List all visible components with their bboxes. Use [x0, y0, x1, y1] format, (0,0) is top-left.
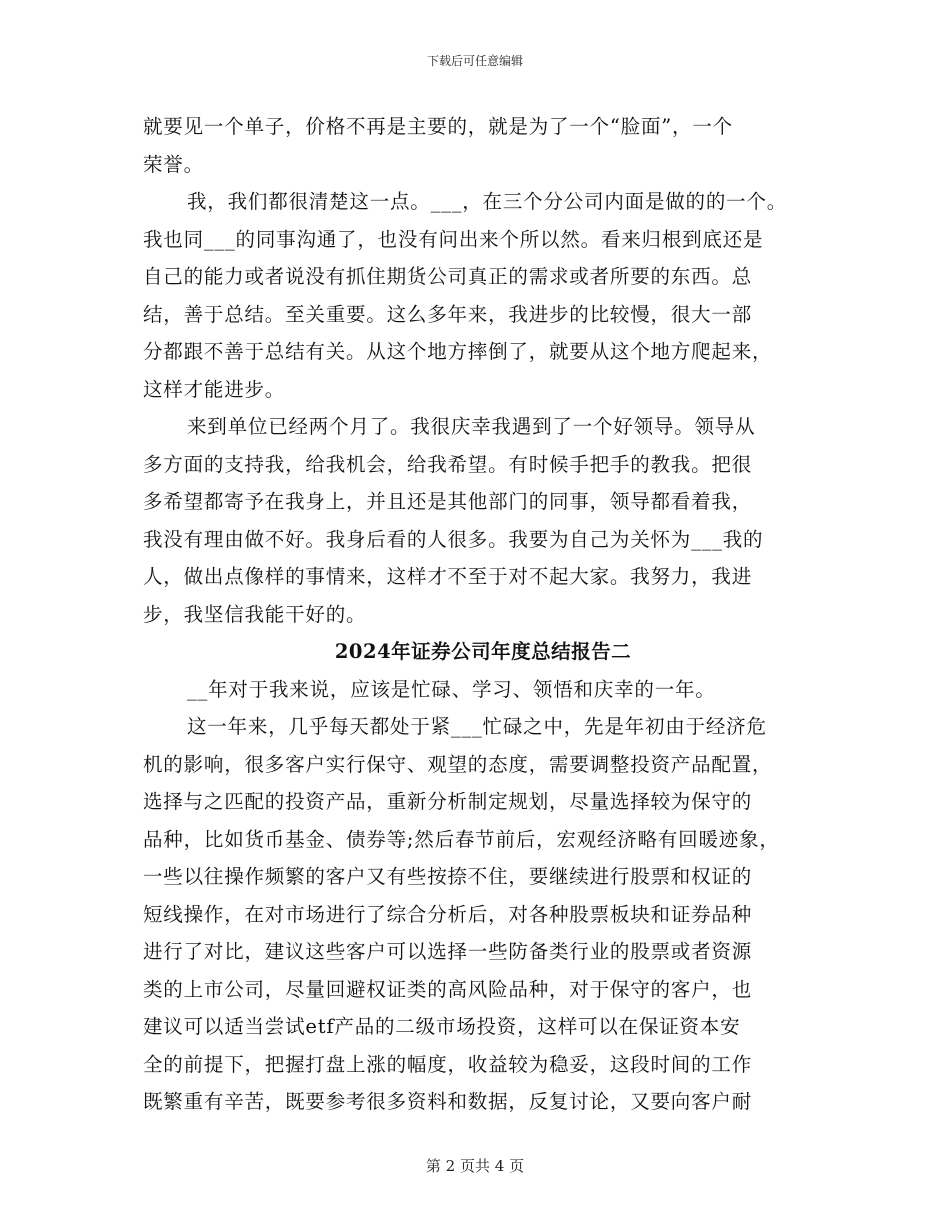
paragraph-start: __年对于我来说，应该是忙碌、学习、领悟和庆幸的一年。: [187, 677, 716, 701]
text-line: 品种，比如货币基金、债券等;然后春节前后，宏观经济略有回暖迹象，: [143, 827, 780, 851]
text-line: 既繁重有辛苦，既要参考很多资料和数据，反复讨论，又要向客户耐: [143, 1090, 753, 1113]
text-line: 分都跟不善于总结有关。从这个地方摔倒了，就要从这个地方爬起来，: [143, 340, 773, 363]
text-line: 机的影响，很多客户实行保守、观望的态度，需要调整投资产品配置，: [143, 752, 773, 776]
text-line: 建议可以适当尝试etf产品的二级市场投资，这样可以在保证资本安: [143, 1015, 741, 1038]
text-line: 一些以往操作频繁的客户又有些按捺不住，要继续进行股票和权证的: [143, 865, 753, 888]
text-line: 结，善于总结。至关重要。这么多年来，我进步的比较慢，很大一部: [143, 302, 753, 326]
text-line: 自己的能力或者说没有抓住期货公司真正的需求或者所要的东西。总: [143, 265, 753, 288]
text-line: 步，我坚信我能干好的。: [143, 602, 367, 626]
text-line: 这样才能进步。: [143, 377, 286, 401]
text-line: 人，做出点像样的事情来，这样才不至于对不起大家。我努力，我进: [143, 565, 753, 588]
page-header: 下载后可任意编辑: [426, 54, 523, 68]
page-footer: 第 2 页共 4 页: [425, 1157, 525, 1175]
document-body: [143, 108, 823, 1121]
text-line: 进行了对比，建议这些客户可以选择一些防备类行业的股票或者资源: [143, 940, 753, 963]
text-line: 我也同___的同事沟通了，也没有问出来个所以然。看来归根到底还是: [143, 227, 764, 251]
text-line: 选择与之匹配的投资产品，重新分析制定规划，尽量选择较为保守的: [143, 790, 753, 813]
text-line: 短线操作，在对市场进行了综合分析后，对各种股票板块和证券品种: [143, 902, 753, 926]
text-line: 多希望都寄予在我身上，并且还是其他部门的同事，领导都看着我，: [143, 490, 753, 513]
text-line: 全的前提下，把握打盘上涨的幅度，收益较为稳妥，这段时间的工作: [143, 1052, 753, 1076]
text-line: 荣誉。: [143, 152, 204, 176]
paragraph-start: 这一年来，几乎每天都处于紧___忙碌之中，先是年初由于经济危: [187, 715, 767, 738]
paragraph-start: 我，我们都很清楚这一点。___，在三个分公司内面是做的的一个。: [187, 190, 788, 213]
text-line: 类的上市公司，尽量回避权证类的高风险品种，对于保守的客户，也: [143, 977, 753, 1001]
paragraph-start: 来到单位已经两个月了。我很庆幸我遇到了一个好领导。领导从: [187, 415, 756, 438]
section-title: 2024年证券公司年度总结报告二: [334, 640, 632, 663]
text-line: 就要见一个单子，价格不再是主要的，就是为了一个“脸面”，一个: [143, 115, 733, 138]
text-line: 多方面的支持我，给我机会，给我希望。有时候手把手的教我。把很: [143, 452, 753, 476]
text-line: 我没有理由做不好。我身后看的人很多。我要为自己为关怀为___我的: [143, 527, 764, 551]
